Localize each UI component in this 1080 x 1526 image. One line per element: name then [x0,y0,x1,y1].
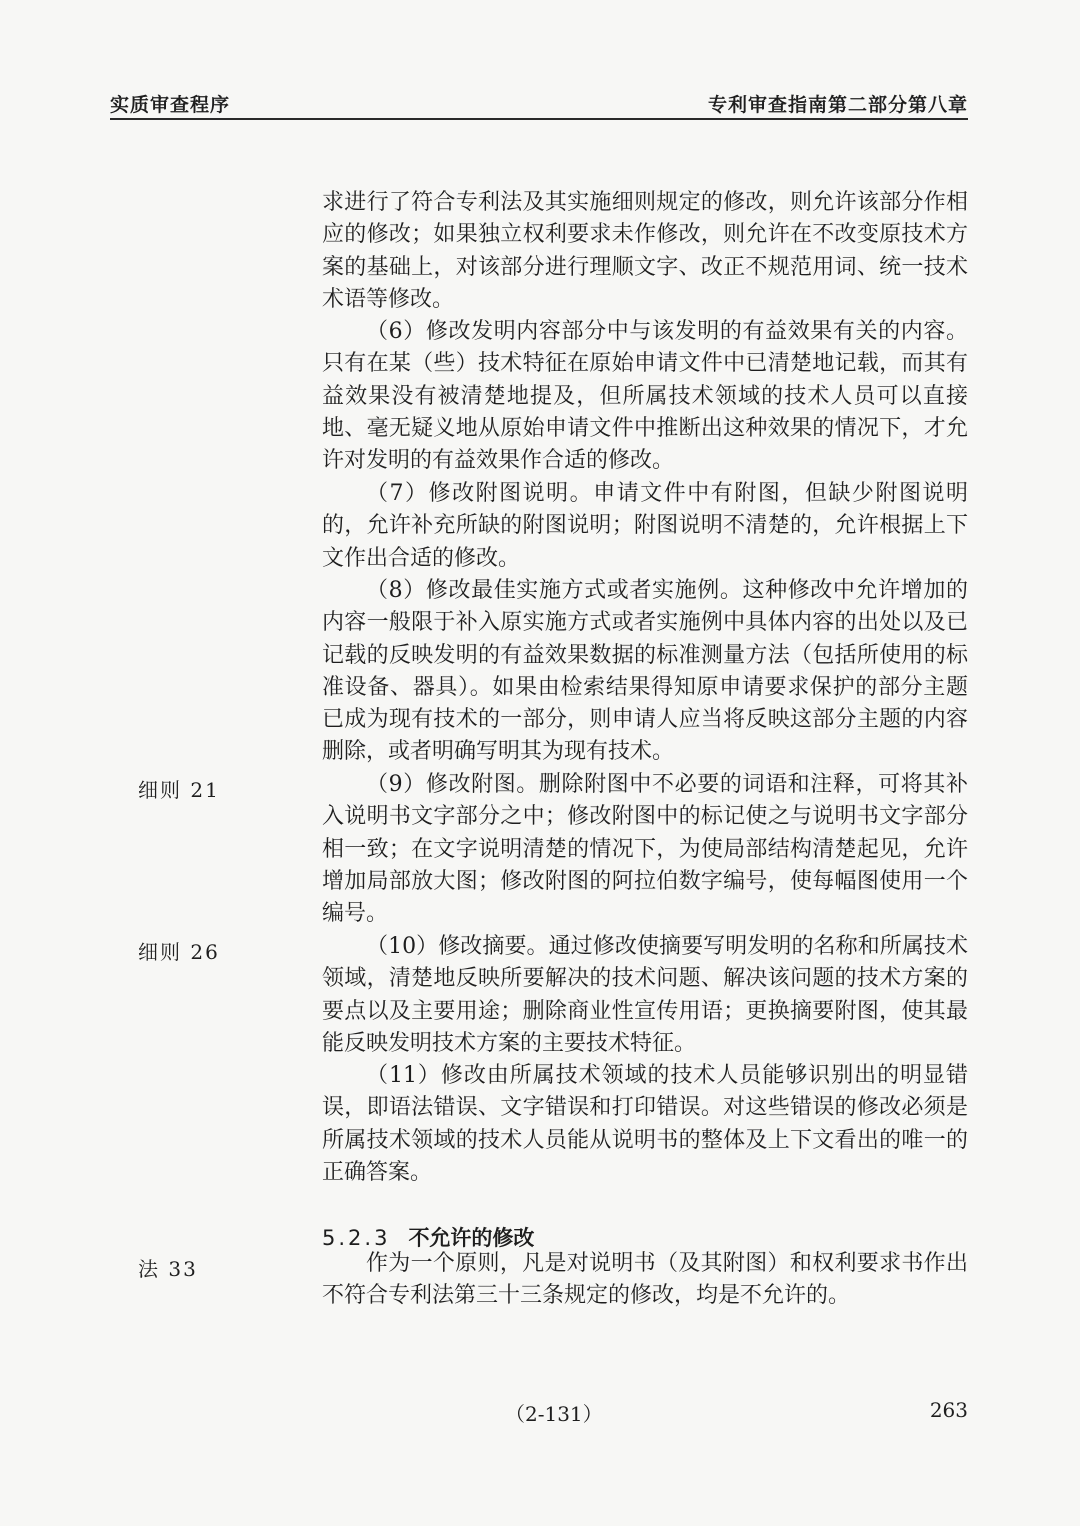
paragraph-principle: 作为一个原则，凡是对说明书（及其附图）和权利要求书作出不符合专利法第三十三条规定的修改，均是不允许的。 [322,1251,968,1309]
header-guide-title: 专利审查指南第二部分第八章 [707,94,968,116]
paragraph-item-11: （11）修改由所属技术领域的技术人员能够识别出的明显错误，即语法错误、文字错误和打印错误。对这些错误的修改必须是所属技术领域的技术人员能从说明书的整体及上下文看出的唯一的正确答案。 [322,1063,968,1185]
margin-note-law-33: 法 33 [138,1257,198,1281]
paragraph-item-8: （8）修改最佳实施方式或者实施例。这种修改中允许增加的内容一般限于补入原实施方式或者实施例中具体内容的出处以及已记载的反映发明的有益效果数据的标准测量方法（包括所使用的标准设备、器具）。如果由检索结果得知原申请要求保护的部分主题已成为现有技术的一部分，则申请人应当将反映这部分主题的内容删除，或者明确写明其为现有技术。 [322,578,968,765]
paragraph-continued: 求进行了符合专利法及其实施细则规定的修改，则允许该部分作相应的修改；如果独立权利要求未作修改，则允许在不改变原技术方案的基础上，对该部分进行理顺文字、改正不规范用词、统一技术术语等修改。 [322,190,968,312]
footer-section-code: （2-131） [505,1402,603,1426]
section-title: 不允许的修改 [408,1226,535,1250]
header-chapter-title: 实质审查程序 [110,94,231,116]
paragraph-item-7: （7）修改附图说明。申请文件中有附图，但缺少附图说明的，允许补充所缺的附图说明；附图说明不清楚的，允许根据上下文作出合适的修改。 [322,481,968,571]
margin-note-rule-21: 细则 21 [138,778,220,802]
margin-note-rule-26: 细则 26 [138,940,220,964]
paragraph-item-10: （10）修改摘要。通过修改使摘要写明发明的名称和所属技术领域，清楚地反映所要解决的技术问题、解决该问题的技术方案的要点以及主要用途；删除商业性宣传用语；更换摘要附图，使其最能反映发明技术方案的主要技术特征。 [322,934,968,1056]
running-header [110,84,968,120]
section-number: 5.2.3 [322,1226,391,1250]
paragraph-item-6: （6）修改发明内容部分中与该发明的有益效果有关的内容。只有在某（些）技术特征在原始申请文件中已清楚地记载，而其有益效果没有被清楚地提及，但所属技术领域的技术人员可以直接地、毫无疑义地从原始申请文件中推断出这种效果的情况下，才允许对发明的有益效果作合适的修改。 [322,319,968,474]
paragraph-item-9: （9）修改附图。删除附图中不必要的词语和注释，可将其补入说明书文字部分之中；修改附图中的标记使之与说明书文字部分相一致；在文字说明清楚的情况下，为使局部结构清楚起见，允许增加局部放大图；修改附图的阿拉伯数字编号，使每幅图使用一个编号。 [322,772,968,927]
page-number: 263 [929,1398,968,1422]
